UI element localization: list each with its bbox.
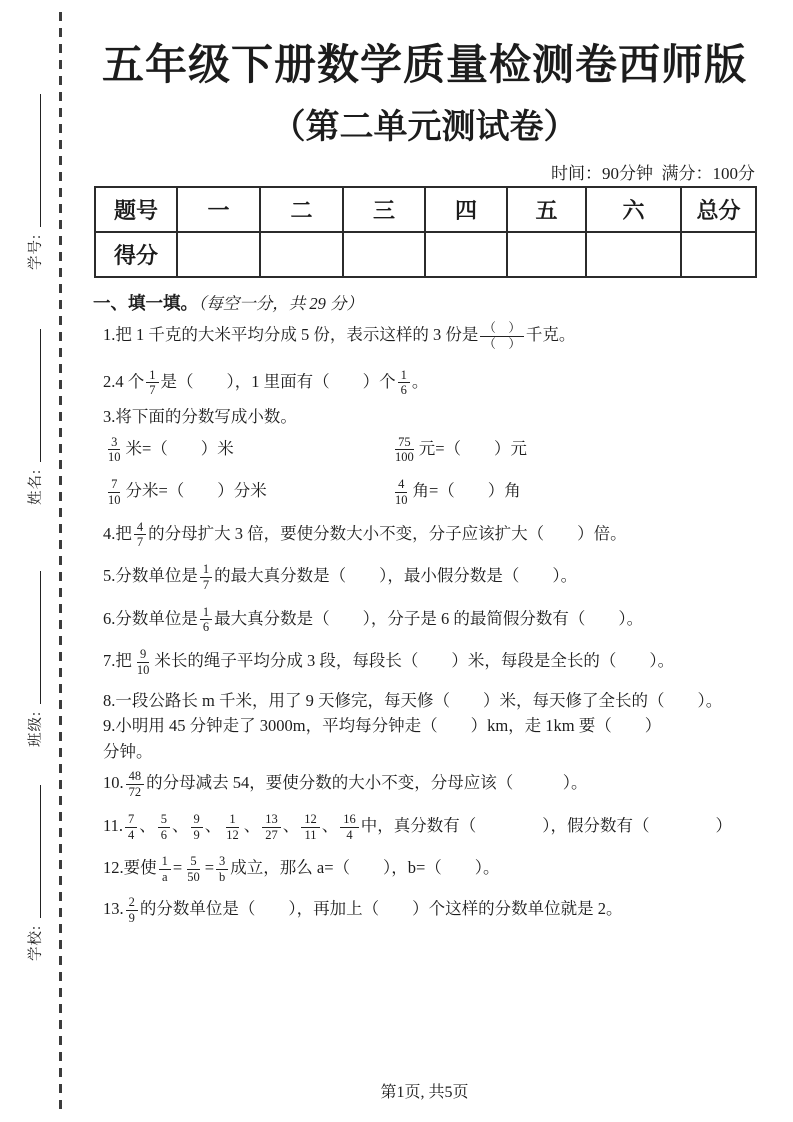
fraction-numerator: 1 [226, 812, 238, 828]
score-cell-empty [681, 232, 756, 277]
class-blank-line [40, 571, 41, 704]
question-text: = [172, 858, 183, 878]
fraction [398, 368, 410, 399]
question-line [103, 557, 755, 598]
student-id-blank-line [40, 94, 41, 227]
fraction [184, 854, 203, 885]
question-line [103, 739, 755, 765]
section-heading-title: 一、填一填。 [93, 293, 198, 313]
question-text: 的分母扩大 3 倍，要使分数大小不变，分子应该扩大（ ）倍。 [148, 523, 627, 543]
fraction-denominator: 7 [202, 577, 210, 592]
question-text: 10. [103, 773, 124, 793]
fraction [126, 895, 138, 926]
question-sub-item [103, 431, 390, 470]
fraction [134, 647, 153, 678]
footer-page-number: 第1页, 共5页 [380, 1084, 469, 1101]
question-text: 9.小明用 45 分钟走了 3000m，平均每分钟走（ ）km，走 1km 要（ ） [103, 716, 662, 736]
fraction-denominator: 10 [108, 492, 121, 507]
fraction-denominator: 4 [128, 827, 135, 842]
fraction-denominator: 10 [395, 492, 408, 507]
question-line [103, 404, 755, 430]
score-table-header-cell: 四 [425, 187, 507, 232]
fraction-numerator: 2 [126, 895, 138, 911]
fraction-numerator: 5 [158, 812, 170, 828]
question-text: 、 [172, 815, 189, 835]
score-cell-empty [260, 232, 343, 277]
fraction [125, 812, 137, 843]
page-title: 五年级下册数学质量检测卷西师版 [101, 43, 747, 89]
fraction-denominator: 7 [149, 383, 156, 398]
question-text: 分米=（ ）分米 [125, 481, 267, 501]
question-line [103, 642, 755, 683]
fraction [126, 769, 145, 800]
fraction-denominator: 12 [226, 827, 239, 842]
score-table-header-cell: 题号 [95, 187, 177, 232]
fraction-numerator: 9 [191, 812, 203, 828]
question-text: 5.分数单位是 [103, 566, 198, 586]
fraction [158, 812, 170, 843]
fraction-denominator: b [219, 870, 226, 884]
fraction [216, 854, 228, 885]
fraction [105, 435, 124, 466]
fraction-denominator: 10 [136, 662, 150, 677]
score-cell-empty [507, 232, 586, 277]
question-text: 7.把 [103, 651, 132, 671]
question-text: 的最大真分数是（ ），最小假分数是（ ）。 [214, 566, 578, 586]
student-id-label: 学号: [28, 233, 44, 270]
question-text: 米长的绳子平均分成 3 段，每段长（ ）米，每段是全长的（ ）。 [154, 651, 675, 671]
fraction [223, 812, 242, 843]
question-text: 千克。 [525, 325, 576, 345]
question-text: 角=（ ）角 [412, 481, 521, 501]
question-text: 米=（ ）米 [125, 438, 234, 458]
fraction-denominator: 6 [160, 827, 168, 842]
fraction-numerator: 5 [187, 854, 199, 870]
fraction-numerator: 13 [262, 812, 281, 828]
fraction-denominator: 50 [187, 870, 200, 884]
fraction [200, 562, 212, 593]
question-text: 11. [103, 815, 124, 835]
fraction-denominator: 6 [400, 383, 407, 398]
question-text: 4.把 [103, 523, 132, 543]
class-label: 班级: [28, 710, 44, 747]
fraction [262, 812, 281, 843]
question-line [103, 713, 755, 739]
score-cell-empty [425, 232, 507, 277]
section-heading [93, 290, 363, 315]
fraction-numerator: 1 [200, 605, 212, 621]
fraction-denominator: 72 [128, 785, 142, 799]
question-line [103, 515, 755, 556]
fraction [392, 435, 417, 466]
school-blank-line [40, 785, 41, 918]
fraction [146, 368, 158, 399]
student-name-field [23, 315, 45, 505]
section-heading-note: （每空一分，共 29 分） [198, 294, 363, 313]
student-id-field [23, 80, 45, 270]
school-label: 学校: [28, 924, 44, 961]
question-line [103, 430, 755, 471]
score-table-header-cell: 总分 [681, 187, 756, 232]
fraction-numerator: 7 [108, 477, 120, 493]
fraction-numerator: 1 [159, 854, 171, 870]
fraction-numerator: 48 [126, 769, 145, 785]
question-text: 元=（ ）元 [418, 438, 528, 458]
question-text: = [204, 858, 214, 878]
score-table [94, 186, 757, 278]
page-subtitle: （第二单元测试卷） [271, 109, 578, 146]
score-table-header-cell: 六 [586, 187, 681, 232]
fraction-numerator: 4 [134, 520, 146, 536]
question-text: 6.分数单位是 [103, 608, 198, 628]
fraction-denominator: 6 [202, 620, 210, 635]
fraction-denominator: a [161, 870, 168, 884]
question-line [103, 688, 755, 714]
question-text: 分钟。 [103, 741, 153, 761]
margin-dashed-line [59, 12, 62, 1110]
question-line [103, 316, 755, 357]
fraction [134, 520, 146, 551]
question-line [103, 807, 755, 848]
question-text: 、 [204, 815, 222, 835]
fraction-numerator: 4 [395, 477, 407, 493]
score-table-header-cell: 一 [177, 187, 260, 232]
fraction-numerator: 9 [137, 647, 149, 663]
fraction-numerator: （ ） [480, 321, 524, 337]
question-text: 是（ ），1 里面有（ ）个 [160, 371, 396, 391]
question-text: 2.4 个 [103, 371, 145, 391]
student-name-blank-line [40, 329, 41, 462]
fraction-numerator: 7 [125, 812, 137, 828]
fraction-denominator: 10 [108, 450, 121, 465]
score-row-label-cell: 得分 [95, 232, 177, 277]
question-line [103, 472, 755, 513]
question-line [103, 890, 755, 931]
question-line [103, 363, 755, 404]
question-line [103, 600, 755, 641]
question-text: 。 [411, 371, 429, 391]
student-name-label: 姓名: [28, 468, 44, 505]
fraction-numerator: 1 [200, 562, 212, 578]
fraction-numerator: 3 [108, 435, 120, 451]
score-cell-empty [586, 232, 681, 277]
question-text: 中，真分数有（ ），假分数有（ ） [360, 815, 733, 835]
question-text: 的分数单位是（ ），再加上（ ）个这样的分数单位就是 2。 [139, 898, 623, 918]
fraction [191, 812, 203, 843]
fraction [480, 321, 524, 352]
fraction-numerator: 12 [301, 812, 320, 828]
fraction [105, 477, 124, 508]
score-table-header-cell: 五 [507, 187, 586, 232]
fraction-numerator: 16 [340, 812, 359, 828]
question-text: 3.将下面的分数写成小数。 [103, 407, 297, 426]
fraction-numerator: 3 [216, 854, 228, 870]
fraction-denominator: （ ） [483, 336, 521, 351]
score-table-score-row [95, 232, 756, 277]
fraction-denominator: 9 [128, 910, 135, 925]
score-cell-empty [343, 232, 425, 277]
question-line [103, 849, 755, 890]
fraction-denominator: 4 [346, 827, 353, 842]
question-text: 13. [103, 898, 124, 918]
school-field [23, 771, 45, 961]
question-text: 、 [139, 815, 156, 835]
question-sub-item [390, 431, 527, 470]
score-table-header-row [95, 187, 756, 232]
question-sub-item [103, 473, 390, 512]
question-text: 成立，那么 a=（ ），b=（ ）。 [230, 858, 500, 878]
question-text: 最大真分数是（ ），分子是 6 的最简假分数有（ ）。 [214, 608, 644, 628]
fraction [200, 605, 212, 636]
question-text: 1.把 1 千克的大米平均分成 5 份，表示这样的 3 份是 [103, 325, 479, 345]
fraction-denominator: 9 [193, 827, 200, 842]
fraction-denominator: 11 [304, 827, 317, 842]
exam-meta: 时间：90分钟 满分：100分 [551, 164, 755, 183]
fraction-denominator: 27 [265, 827, 278, 842]
score-table-header-cell: 二 [260, 187, 343, 232]
question-text: 、 [282, 815, 300, 835]
fraction-numerator: 75 [395, 435, 414, 451]
fraction [159, 854, 171, 885]
fraction-numerator: 1 [146, 368, 158, 384]
score-table-header-cell: 三 [343, 187, 425, 232]
question-text: 、 [321, 815, 339, 835]
score-cell-empty [177, 232, 260, 277]
question-sub-item [390, 473, 521, 512]
fraction [301, 812, 320, 843]
question-text: 的分母减去 54，要使分数的大小不变，分母应该（ ）。 [146, 773, 588, 793]
fraction [340, 812, 359, 843]
question-text: 8.一段公路长 m 千米，用了 9 天修完，每天修（ ）米，每天修了全长的（ ）。 [103, 690, 723, 710]
question-text: 、 [243, 815, 261, 835]
fraction [392, 477, 411, 508]
question-line [103, 764, 755, 805]
class-field [23, 557, 45, 747]
fraction-numerator: 1 [398, 368, 410, 384]
question-text: 12.要使 [103, 858, 157, 878]
questions [103, 316, 755, 932]
fraction-denominator: 100 [395, 450, 414, 465]
fraction-denominator: 7 [136, 535, 144, 550]
